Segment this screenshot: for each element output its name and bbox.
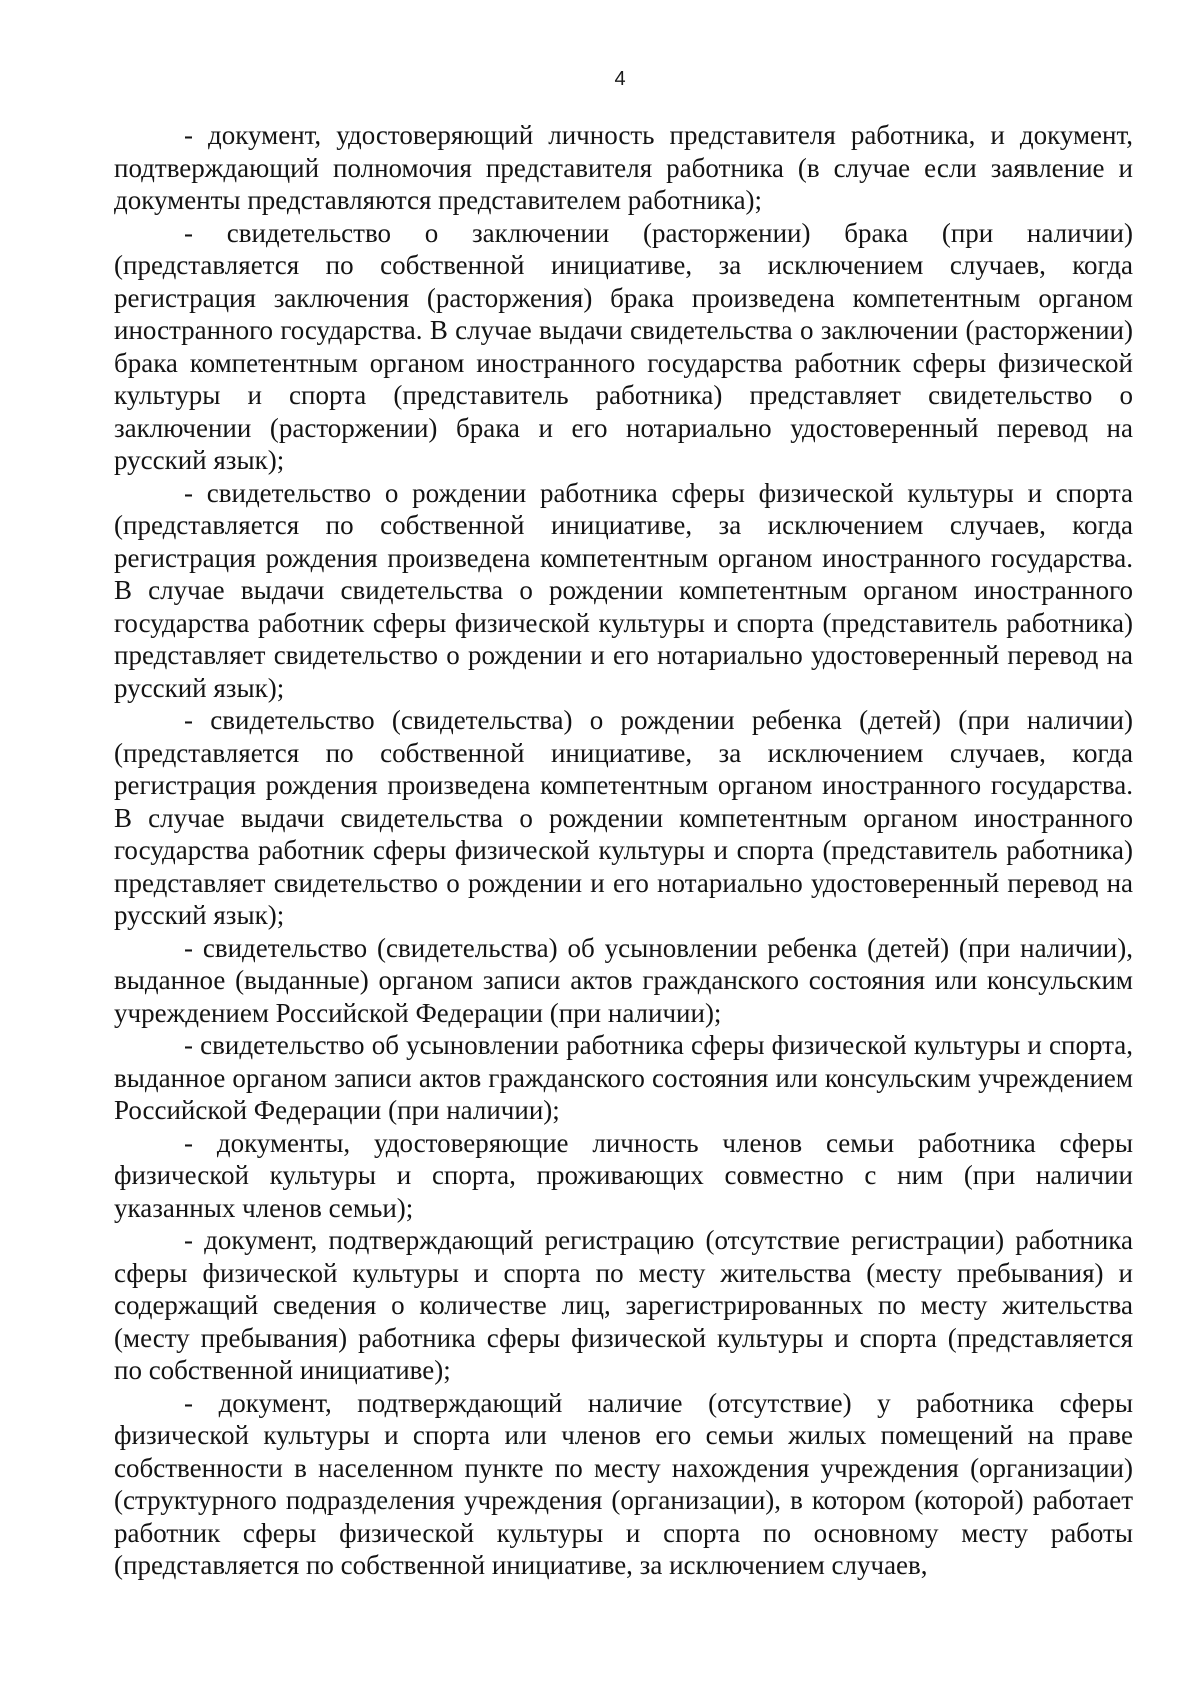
paragraph: - свидетельство о рождении работника сферы физической культуры и спорта (представляется по собственной инициативе, за исключением случаев, когда регистрация рождения произведена компетентным органом иностранного государства. В случае выдачи свидетельства о рождении компетентным органом иностранного государства работник сферы физической культуры и спорта (представитель работника) представляет свидетельство о рождении и его нотариально удостоверенный перевод на русский язык); — [114, 477, 1133, 703]
paragraph: - документы, удостоверяющие личность членов семьи работника сферы физической культуры и спорта, проживающих совместно с ним (при наличии указанных членов семьи); — [114, 1127, 1133, 1223]
paragraph: - свидетельство (свидетельства) об усыновлении ребенка (детей) (при наличии), выданное (выданные) органом записи актов гражданского состояния или консульским учреждением Российской Федерации (при наличии); — [114, 932, 1133, 1028]
paragraph: - документ, удостоверяющий личность представителя работника, и документ, подтверждающий полномочия представителя работника (в случае если заявление и документы представляются представителем работника); — [114, 120, 1133, 215]
paragraph: - свидетельство о заключении (расторжении) брака (при наличии) (представляется по собственной инициативе, за исключением случаев, когда регистрация заключения (расторжения) брака произведена компетентным органом иностранного государства. В случае выдачи свидетельства о заключении (расторжении) брака компетентным органом иностранного государства работник сферы физической культуры и спорта (представитель работника) представляет свидетельство о заключении (расторжении) брака и его нотариально удостоверенный перевод на русский язык); — [114, 217, 1133, 475]
paragraph: - свидетельство (свидетельства) о рождении ребенка (детей) (при наличии) (представляется по собственной инициативе, за исключением случаев, когда регистрация рождения произведена компетентным органом иностранного государства. В случае выдачи свидетельства о рождении компетентным органом иностранного государства работник сферы физической культуры и спорта (представитель работника) представляет свидетельство о рождении и его нотариально удостоверенный перевод на русский язык); — [114, 705, 1133, 930]
document-body — [114, 119, 1133, 1582]
page-number: 4 — [614, 68, 626, 90]
paragraph: - документ, подтверждающий наличие (отсутствие) у работника сферы физической культуры и спорта или членов его семьи жилых помещений на праве собственности в населенном пункте по месту нахождения учреждения (организации) (структурного подразделения учреждения (организации), в котором (которой) работает работник сферы физической культуры и спорта по основному месту работы (представляется по собственной инициативе, за исключением случаев, — [114, 1387, 1133, 1580]
paragraph: - документ, подтверждающий регистрацию (отсутствие регистрации) работника сферы физической культуры и спорта по месту жительства (месту пребывания) и содержащий сведения о количестве лиц, зарегистрированных по месту жительства (месту пребывания) работника сферы физической культуры и спорта (представляется по собственной инициативе); — [114, 1225, 1133, 1385]
paragraph: - свидетельство об усыновлении работника сферы физической культуры и спорта, выданное органом записи актов гражданского состояния или консульским учреждением Российской Федерации (при наличии); — [114, 1030, 1133, 1125]
